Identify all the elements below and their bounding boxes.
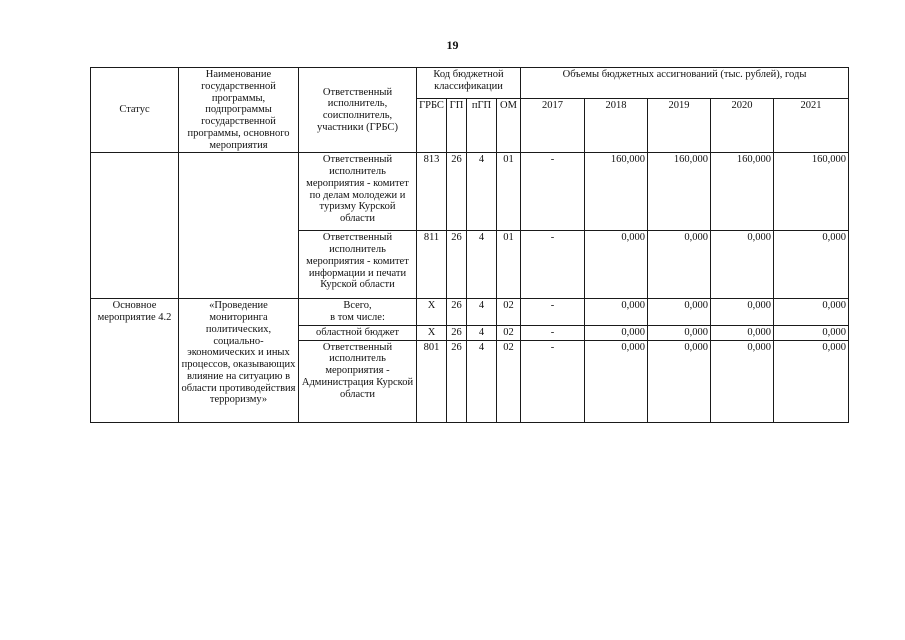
value-2018: 0,000 — [585, 299, 648, 326]
om-cell: 01 — [497, 231, 521, 299]
header-status: Статус — [91, 68, 179, 153]
value-2021: 0,000 — [774, 299, 849, 326]
table-row — [91, 299, 849, 326]
grbs-cell: 811 — [417, 231, 447, 299]
value-2019: 0,000 — [648, 340, 711, 422]
table-row — [91, 153, 849, 231]
value-2020: 0,000 — [711, 299, 774, 326]
header-col-pgp: пГП — [467, 99, 497, 153]
value-2019: 0,000 — [648, 299, 711, 326]
value-2017: - — [521, 231, 585, 299]
gp-cell: 26 — [447, 299, 467, 326]
value-2017: - — [521, 299, 585, 326]
header-volumes: Объемы бюджетных ассигнований (тыс. рублей), годы — [521, 68, 849, 99]
gp-cell: 26 — [447, 340, 467, 422]
header-row-1 — [91, 68, 849, 99]
executor-total-cell — [299, 299, 417, 326]
value-2020: 0,000 — [711, 231, 774, 299]
header-year-2019: 2019 — [648, 99, 711, 153]
gp-cell: 26 — [447, 325, 467, 340]
value-2019: 0,000 — [648, 325, 711, 340]
program-name-cell: «Проведение мониторинга политических, социально-экономических и иных процессов, оказывающих влияние на ситуацию в области противодействия терроризму» — [179, 299, 299, 422]
grbs-cell: Х — [417, 325, 447, 340]
status-cell: Основное мероприятие 4.2 — [91, 299, 179, 422]
name-cell-empty — [179, 153, 299, 299]
om-cell: 02 — [497, 299, 521, 326]
pgp-cell: 4 — [467, 340, 497, 422]
header-year-2020: 2020 — [711, 99, 774, 153]
header-year-2021: 2021 — [774, 99, 849, 153]
executor-cell: Ответственный исполнитель мероприятия - Администрация Курской области — [299, 340, 417, 422]
page-number: 19 — [446, 38, 459, 52]
value-2017: - — [521, 153, 585, 231]
value-2019: 160,000 — [648, 153, 711, 231]
value-2018: 160,000 — [585, 153, 648, 231]
value-2020: 160,000 — [711, 153, 774, 231]
om-cell: 02 — [497, 340, 521, 422]
executor-cell: Ответственный исполнитель мероприятия - комитет по делам молодежи и туризму Курской области — [299, 153, 417, 231]
grbs-cell: 813 — [417, 153, 447, 231]
pgp-cell: 4 — [467, 299, 497, 326]
value-2018: 0,000 — [585, 231, 648, 299]
executor-total-line2: в том числе: — [330, 312, 385, 323]
grbs-cell: 801 — [417, 340, 447, 422]
executor-total-line1: Всего, — [343, 300, 372, 312]
header-executor: Ответственный исполнитель, соисполнитель, участники (ГРБС) — [299, 68, 417, 153]
pgp-cell: 4 — [467, 325, 497, 340]
header-program-name: Наименование государственной программы, подпрограммы государственной программы, основного мероприятия — [179, 68, 299, 153]
value-2021: 0,000 — [774, 325, 849, 340]
budget-table — [90, 67, 849, 423]
gp-cell: 26 — [447, 153, 467, 231]
header-col-grbs: ГРБС — [417, 99, 447, 153]
status-cell-empty — [91, 153, 179, 299]
header-budget-code: Код бюджетной классификации — [417, 68, 521, 99]
value-2021: 0,000 — [774, 340, 849, 422]
header-col-gp: ГП — [447, 99, 467, 153]
om-cell: 01 — [497, 153, 521, 231]
value-2017: - — [521, 340, 585, 422]
value-2017: - — [521, 325, 585, 340]
value-2021: 160,000 — [774, 153, 849, 231]
value-2020: 0,000 — [711, 340, 774, 422]
value-2019: 0,000 — [648, 231, 711, 299]
value-2020: 0,000 — [711, 325, 774, 340]
grbs-cell: Х — [417, 299, 447, 326]
pgp-cell: 4 — [467, 153, 497, 231]
header-col-om: ОМ — [497, 99, 521, 153]
value-2018: 0,000 — [585, 340, 648, 422]
value-2021: 0,000 — [774, 231, 849, 299]
pgp-cell: 4 — [467, 231, 497, 299]
executor-cell: областной бюджет — [299, 325, 417, 340]
header-year-2018: 2018 — [585, 99, 648, 153]
header-year-2017: 2017 — [521, 99, 585, 153]
executor-cell: Ответственный исполнитель мероприятия - комитет информации и печати Курской области — [299, 231, 417, 299]
value-2018: 0,000 — [585, 325, 648, 340]
gp-cell: 26 — [447, 231, 467, 299]
om-cell: 02 — [497, 325, 521, 340]
